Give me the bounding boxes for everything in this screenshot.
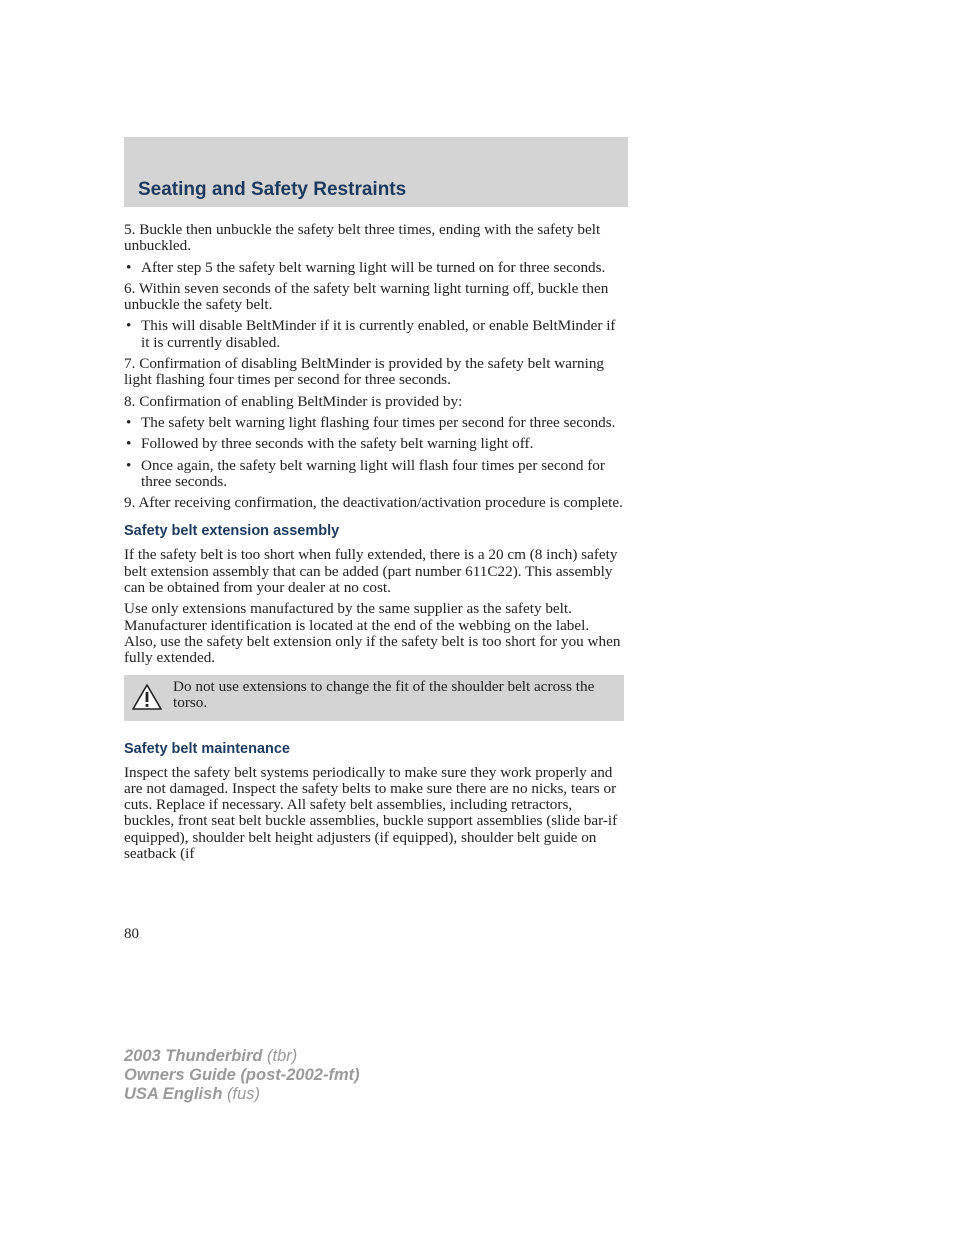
bullet-text: Followed by three seconds with the safety belt warning light off.: [141, 435, 534, 453]
step-5: 5. Buckle then unbuckle the safety belt three times, ending with the safety belt unbuckled.: [124, 221, 601, 255]
bullet-dot: •: [126, 435, 132, 453]
maintenance-heading: Safety belt maintenance: [124, 740, 290, 757]
warning-box: [124, 675, 624, 721]
bullet-dot: •: [126, 456, 132, 474]
warning-triangle-icon: [132, 684, 162, 714]
bullet-text: The safety belt warning light flashing four times per second for three seconds.: [141, 413, 616, 431]
section-header-band: [124, 137, 628, 207]
bullet-dot: •: [126, 317, 132, 335]
bullet-step-8-2: [124, 436, 624, 452]
maintenance-paragraph: Inspect the safety belt systems periodically to make sure they work properly and are not damaged. Inspect the safety belts to make sure there are no nicks, tears or cuts. Replace if necessary. All safety belt assemblies, including retractors, buckles, front seat belt buckle assemblies, buckle support assemblies (slide bar-if equipped), shoulder belt height adjusters (if equipped), shoulder belt guide on seatback (if: [124, 763, 618, 863]
footer-model: 2003 Thunderbird: [124, 1047, 263, 1065]
page-number: 80: [124, 926, 139, 942]
step-6: 6. Within seven seconds of the safety belt warning light turning off, buckle then unbuckle the safety belt.: [124, 279, 609, 314]
footer-line-2: Owners Guide (post-2002-fmt): [124, 1066, 360, 1084]
document-footer: [124, 1047, 360, 1104]
footer-language: USA English: [124, 1085, 223, 1103]
bullet-text: Once again, the safety belt warning light will flash four times per second for three seconds.: [141, 456, 605, 490]
footer-line-1: [124, 1047, 360, 1066]
bullet-text: After step 5 the safety belt warning light will be turned on for three seconds.: [141, 258, 606, 276]
extension-paragraph-1: If the safety belt is too short when fully extended, there is a 20 cm (8 inch) safety belt extension assembly that can be added (part number 611C22). This assembly can be obtained from your dealer at no cost.: [124, 546, 618, 597]
warning-text: Do not use extensions to change the fit of the shoulder belt across the torso.: [173, 677, 595, 711]
step-8: 8. Confirmation of enabling BeltMinder is provided by:: [124, 392, 463, 410]
footer-line-3: [124, 1085, 360, 1104]
bullet-step-6: [124, 318, 624, 351]
footer-language-code: (fus): [227, 1085, 260, 1103]
section-title: Seating and Safety Restraints: [138, 179, 407, 200]
step-9: 9. After receiving confirmation, the deactivation/activation procedure is complete.: [124, 494, 623, 512]
bullet-text: This will disable BeltMinder if it is currently enabled, or enable BeltMinder if it is currently disabled.: [141, 317, 616, 351]
step-7: 7. Confirmation of disabling BeltMinder is provided by the safety belt warning light flashing four times per second for three seconds.: [124, 355, 605, 389]
footer-model-code: (tbr): [267, 1047, 298, 1065]
page-content: [124, 222, 624, 867]
bullet-step-5: [124, 260, 624, 276]
bullet-dot: •: [126, 258, 132, 276]
extension-heading: Safety belt extension assembly: [124, 523, 340, 540]
bullet-dot: •: [126, 413, 132, 431]
bullet-step-8-1: [124, 415, 624, 431]
extension-paragraph-2: Use only extensions manufactured by the same supplier as the safety belt. Manufacturer identification is located at the end of the webbing on the label. Also, use the safety belt extension only if the safety belt is too short for you when fully extended.: [124, 600, 621, 667]
bullet-step-8-3: [124, 458, 624, 491]
